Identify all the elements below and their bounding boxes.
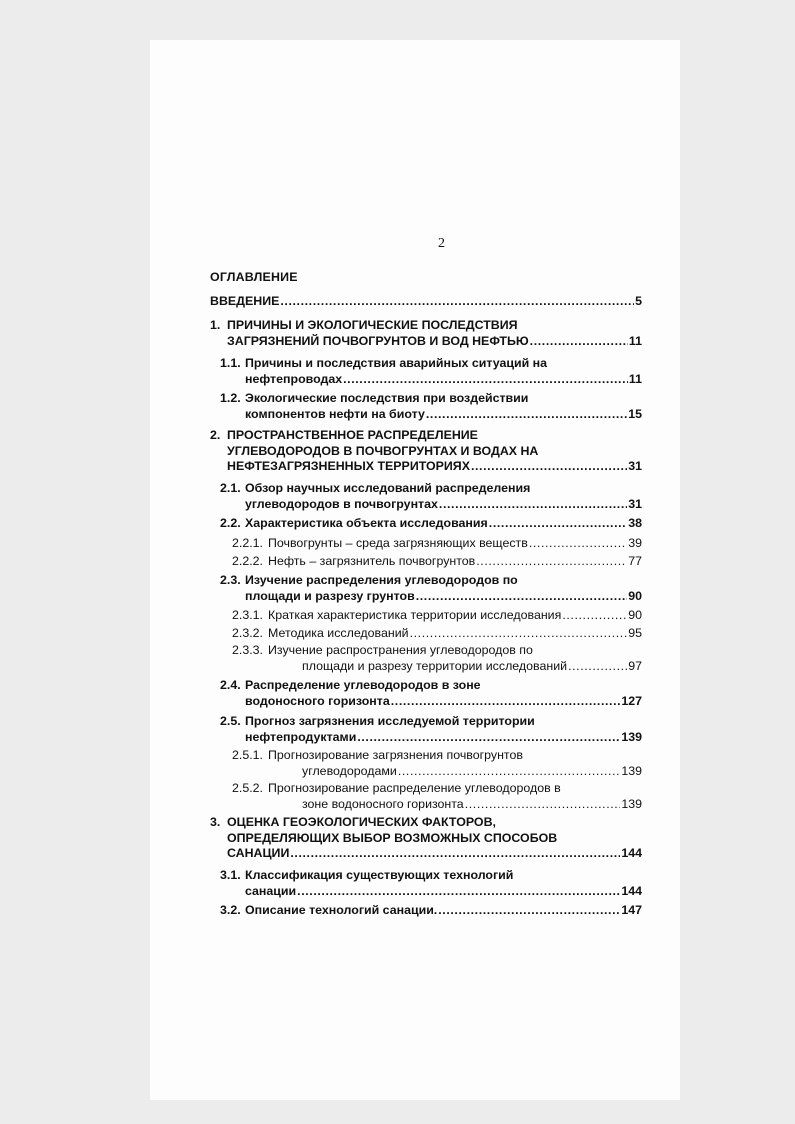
toc-entry[interactable] [210, 678, 642, 709]
toc-entry-title: САНАЦИИ [227, 846, 290, 860]
toc-entry-title: Классификация существующих технологий [245, 868, 514, 882]
toc-entry-number: 3.1. [220, 868, 241, 882]
toc-entry-title: Прогнозирование распределение углеводородов в [268, 781, 561, 795]
toc-page-number: 11 [628, 333, 642, 348]
toc-entry[interactable] [210, 608, 642, 624]
toc-entry-title: зоне водоносного горизонта [302, 796, 464, 811]
toc-leader-dots [343, 372, 628, 388]
toc-page-number: 11 [628, 371, 642, 386]
toc-leader-dots [439, 497, 627, 513]
toc-leader-dots [398, 764, 620, 780]
toc-entry[interactable] [210, 643, 642, 674]
toc-entry-title: площади и разрезу грунтов [245, 588, 415, 603]
toc-entry-title: водоносного горизонта [245, 693, 390, 708]
toc-entry[interactable] [210, 714, 642, 745]
toc-entry-number: 2.2.2. [232, 554, 264, 568]
toc-page-number: 38 [628, 516, 642, 530]
toc-entry[interactable] [210, 748, 642, 779]
toc-entry[interactable] [210, 536, 642, 552]
toc-leader-dots [489, 516, 627, 532]
toc-entry-title: Прогноз загрязнения исследуемой территории [245, 714, 535, 728]
toc-entry-title: ОПРЕДЕЛЯЮЩИХ ВЫБОР ВОЗМОЖНЫХ СПОСОБОВ [227, 830, 558, 845]
toc-leader-dots [426, 407, 627, 423]
toc-page-number: 147 [621, 903, 642, 917]
toc-entry-title: Обзор научных исследований распределения [245, 481, 531, 495]
toc-page-number: 144 [621, 846, 642, 860]
toc-leader-dots [391, 694, 621, 710]
toc-page-number: 95 [628, 626, 642, 640]
toc-page-number: 39 [628, 536, 642, 550]
toc-entry-title: Краткая характеристика территории исследования [268, 608, 562, 622]
toc-entry-title: нефтепроводах [245, 371, 343, 386]
toc-leader-dots [438, 903, 620, 919]
toc-entry-number: 2.2. [220, 516, 241, 530]
toc-entry[interactable] [210, 781, 642, 812]
toc-entry-title: санации [245, 883, 297, 898]
toc-leader-dots [465, 797, 621, 813]
toc-leader-dots [568, 659, 627, 675]
toc-leader-dots [476, 554, 627, 570]
toc-entry[interactable] [210, 903, 642, 919]
toc-title: ОГЛАВЛЕНИЕ [210, 270, 298, 284]
toc-entry-number: 1.1. [220, 356, 241, 370]
toc-leader-dots [562, 608, 627, 624]
toc-entry-title: Методика исследований [268, 626, 409, 640]
toc-entry-title: Экологические последствия при воздействии [245, 391, 529, 405]
toc-leader-dots [297, 884, 620, 900]
toc-entry-title: Характеристика объекта исследования [245, 516, 488, 530]
toc-leader-dots [529, 536, 627, 552]
toc-entry-title: Распределение углеводородов в зоне [245, 678, 481, 692]
toc-entry-title: ОЦЕНКА ГЕОЭКОЛОГИЧЕСКИХ ФАКТОРОВ, [227, 815, 496, 829]
toc-page-number: 139 [621, 796, 642, 811]
toc-entry[interactable] [210, 554, 642, 570]
toc-entry-title: Изучение распределения углеводородов по [245, 573, 518, 587]
toc-entry[interactable] [210, 318, 642, 349]
toc-leader-dots [280, 294, 634, 310]
toc-entry-number: 2.5.1. [232, 748, 264, 762]
toc-entry-title: ВВЕДЕНИЕ [210, 294, 280, 308]
toc-entry-number: 2.5. [220, 714, 241, 728]
toc-entry-title: Изучение распространения углеводородов по [268, 643, 533, 657]
toc-entry-title: ЗАГРЯЗНЕНИЙ ПОЧВОГРУНТОВ И ВОД НЕФТЬЮ [227, 333, 529, 348]
toc-entry-title: Почвогрунты – среда загрязняющих веществ [268, 536, 528, 550]
toc-entry-title: компонентов нефти на биоту [245, 406, 425, 421]
toc-entry[interactable] [210, 626, 642, 642]
toc-page-number: 90 [628, 608, 642, 622]
toc-leader-dots [530, 334, 628, 350]
toc-entry-number: 1. [210, 318, 221, 332]
toc-entry-number: 2.5.2. [232, 781, 264, 795]
toc-leader-dots [416, 589, 628, 605]
toc-entry[interactable] [210, 294, 642, 310]
toc-page-number: 90 [628, 588, 642, 603]
toc-entry-title: площади и разрезу территории исследований [302, 658, 568, 673]
toc-leader-dots [290, 846, 620, 862]
toc-entry[interactable] [210, 356, 642, 387]
toc-page-number: 77 [628, 554, 642, 568]
toc-entry[interactable] [210, 391, 642, 422]
toc-entry-number: 3. [210, 815, 221, 829]
document-page [150, 40, 680, 1100]
toc-entry-number: 2.4. [220, 678, 241, 692]
toc-entry[interactable] [210, 815, 642, 862]
toc-entry-title: Описание технологий санации. [245, 903, 438, 917]
toc-entry-number: 3.2. [220, 903, 241, 917]
toc-entry-title: ПРИЧИНЫ И ЭКОЛОГИЧЕСКИЕ ПОСЛЕДСТВИЯ [227, 318, 518, 332]
toc-entry[interactable] [210, 428, 642, 475]
toc-entry-title: ПРОСТРАНСТВЕННОЕ РАСПРЕДЕЛЕНИЕ [227, 428, 478, 442]
toc-entry-number: 2.3.3. [232, 643, 264, 657]
toc-entry-number: 2.3.2. [232, 626, 264, 640]
toc-entry-title: Нефть – загрязнитель почвогрунтов [268, 554, 476, 568]
toc-entry[interactable] [210, 516, 642, 532]
toc-entry-number: 2.1. [220, 481, 241, 495]
toc-page-number: 144 [621, 883, 642, 898]
toc-entry-title: УГЛЕВОДОРОДОВ В ПОЧВОГРУНТАХ И ВОДАХ НА [227, 443, 539, 458]
toc-entry-number: 2.3. [220, 573, 241, 587]
toc-leader-dots [357, 730, 620, 746]
toc-page-number: 31 [628, 459, 642, 473]
toc-entry-title: углеводородов в почвогрунтах [245, 496, 438, 511]
page-number: 2 [438, 236, 445, 251]
toc-entry-title: углеводородами [302, 763, 397, 778]
toc-page-number: 97 [628, 658, 642, 673]
toc-page-number: 5 [635, 294, 642, 308]
toc-entry[interactable] [210, 481, 642, 512]
toc-page-number: 31 [628, 496, 642, 511]
toc-entry[interactable] [210, 868, 642, 899]
toc-page-number: 15 [628, 406, 642, 421]
toc-entry-title: НЕФТЕЗАГРЯЗНЕННЫХ ТЕРРИТОРИЯХ [227, 459, 470, 473]
toc-entry-number: 1.2. [220, 391, 241, 405]
toc-page-number: 127 [621, 693, 642, 708]
toc-page-number: 139 [621, 729, 642, 744]
toc-page-number: 139 [621, 763, 642, 778]
toc-entry-title: нефтепродуктами [245, 729, 357, 744]
toc-entry-number: 2.3.1. [232, 608, 264, 622]
toc-entry[interactable] [210, 573, 642, 604]
toc-entry-title: Причины и последствия аварийных ситуаций на [245, 356, 548, 370]
toc-entry-title: Прогнозирование загрязнения почвогрунтов [268, 748, 523, 762]
toc-entry-number: 2. [210, 428, 221, 442]
toc-leader-dots [410, 626, 628, 642]
toc-entry-number: 2.2.1. [232, 536, 264, 550]
toc-leader-dots [471, 459, 627, 475]
